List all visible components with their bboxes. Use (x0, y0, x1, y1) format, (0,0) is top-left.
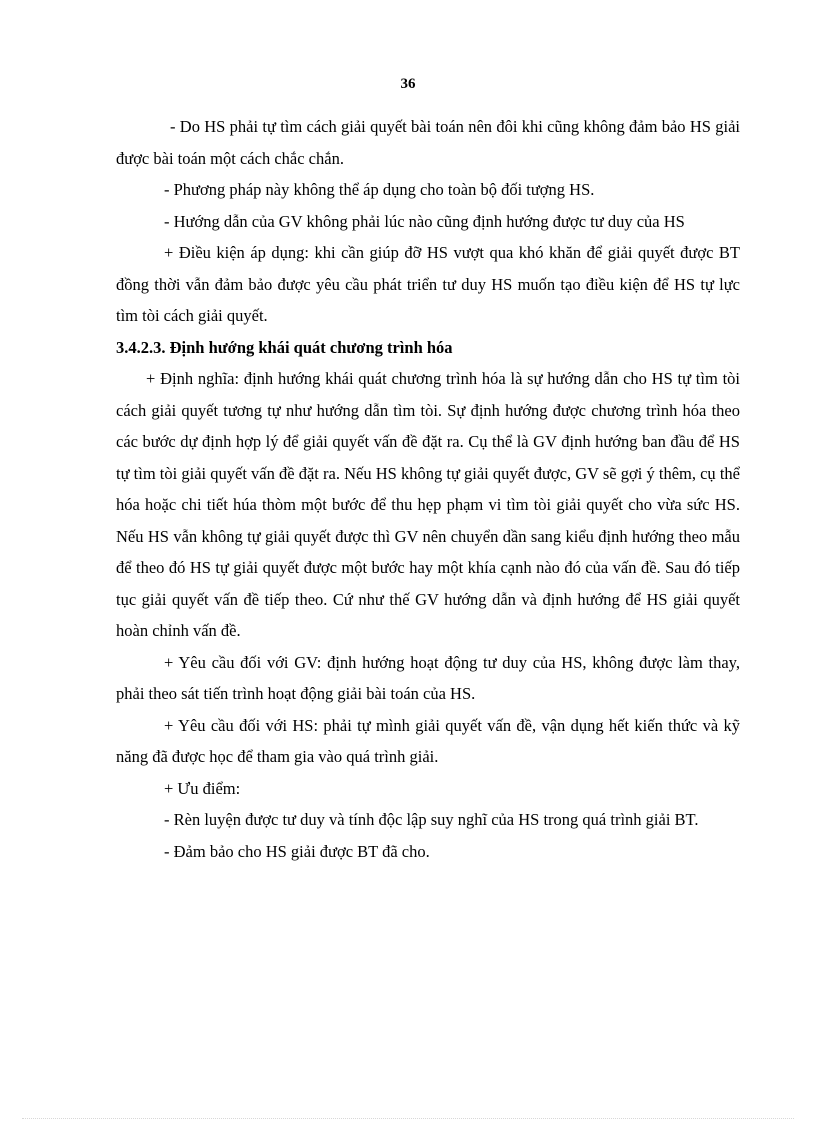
paragraph-student-requirements: + Yêu cầu đối với HS: phải tự mình giải quyết vấn đề, vận dụng hết kiến thức và kỹ năng đã được học để tham gia vào quá trình giải. (116, 715, 740, 766)
paragraph-advantages: + Ưu điểm: (164, 778, 241, 798)
paragraph-limitation-3: - Hướng dẫn của GV không phải lúc nào cũng định hướng được tư duy của HS (164, 211, 685, 231)
page-number: 36 (400, 76, 416, 92)
page-body (116, 111, 740, 867)
paragraph-limitation-1: - Do HS phải tự tìm cách giải quyết bài toán nên đôi khi cũng không đảm bảo HS giải được bài toán một cách chắc chắn. (116, 117, 740, 168)
paragraph-definition: + Định nghĩa: định hướng khái quát chương trình hóa là sự hướng dẫn cho HS tự tìm tòi cách giải quyết tương tự như hướng dẫn tìm tòi. Sự định hướng được chương trình hóa theo các bước dự định hợp lý để giải quyết vấn đề đặt ra. Cụ thể là GV định hướng ban đầu để HS tự tìm tòi giải quyết vấn đề đặt ra. Nếu HS không tự giải quyết được, GV sẽ gợi ý thêm, cụ thể hóa hoặc chi tiết húa thòm một bước để thu hẹp phạm vi tìm tòi giải quyết cho vừa sức HS. Nếu HS vẫn không tự giải quyết được thì GV nên chuyển dần sang kiểu định hướng theo mẫu để theo đó HS tự giải quyết được một bước hay một khía cạnh nào đó của vấn đề. Sau đó tiếp tục giải quyết vấn đề tiếp theo. Cứ như thế GV hướng dẫn và định hướng để HS giải quyết hoàn chỉnh vấn đề. (116, 369, 740, 640)
section-heading: 3.4.2.3. Định hướng khái quát chương trình hóa (116, 337, 453, 357)
paragraph-limitation-2: - Phương pháp này không thể áp dụng cho toàn bộ đối tượng HS. (164, 180, 595, 199)
paragraph-conditions: + Điều kiện áp dụng: khi cần giúp đỡ HS vượt qua khó khăn để giải quyết được BT đồng thời vẫn đảm bảo được yêu cầu phát triển tư duy HS muốn tạo điều kiện để HS tự lực tìm tòi cách giải quyết. (116, 243, 740, 325)
page-bottom-divider (22, 1118, 794, 1119)
paragraph-advantage-1: - Rèn luyện được tư duy và tính độc lập suy nghĩ của HS trong quá trình giải BT. (164, 810, 699, 829)
paragraph-teacher-requirements: + Yêu cầu đối với GV: định hướng hoạt động tư duy của HS, không được làm thay, phải theo sát tiến trình hoạt động giải bài toán của HS. (116, 652, 740, 703)
paragraph-advantage-2: - Đảm bảo cho HS giải được BT đã cho. (164, 841, 430, 861)
